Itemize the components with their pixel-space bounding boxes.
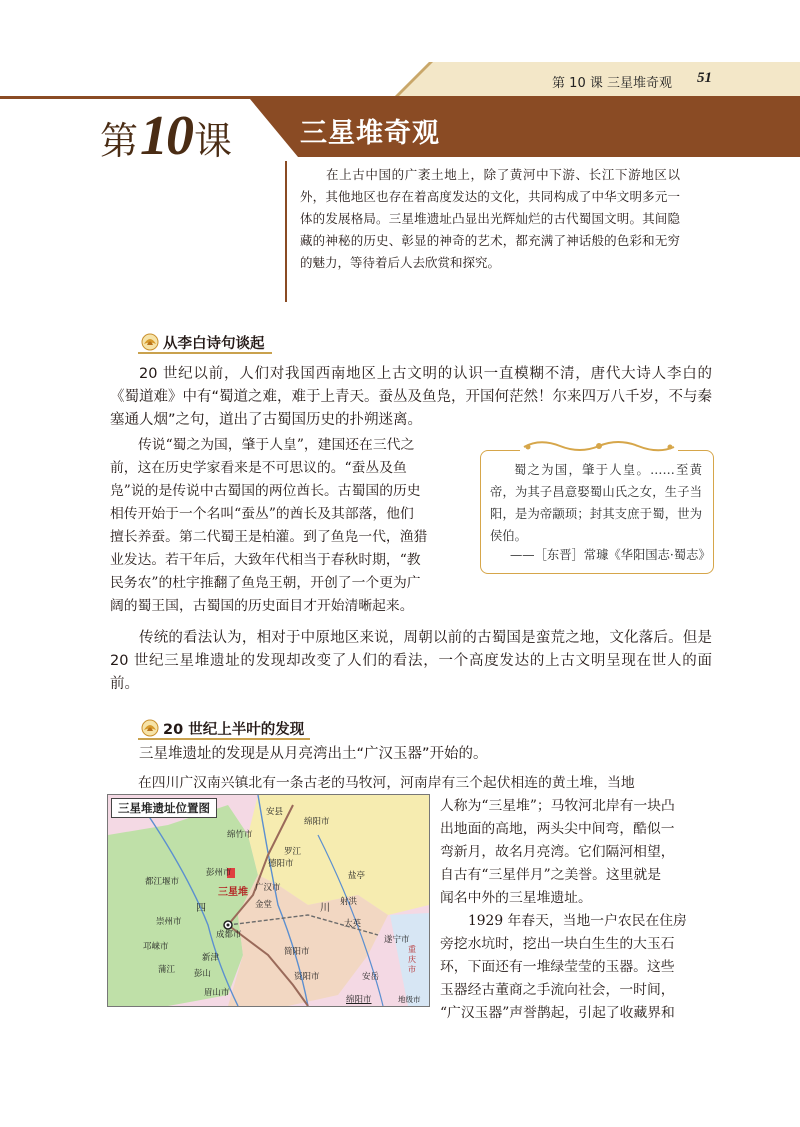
map-label: 彭山: [194, 969, 212, 979]
map-label: 新津: [202, 953, 220, 963]
map-label: 彭州市: [206, 868, 232, 878]
text-line: 环，下面还有一堆绿莹莹的玉器。这些: [440, 959, 675, 975]
map-label: 简阳市: [284, 947, 310, 957]
map-label: 重庆市: [408, 945, 416, 974]
map-label: 邛崃市: [143, 942, 169, 952]
map-legend-city: 绵阳市: [346, 995, 372, 1005]
intro-rule: [285, 161, 287, 302]
map-label: 都江堰市: [145, 877, 180, 887]
paragraph-libai-2: [110, 434, 472, 618]
text-line: “广汉玉器”声誉鹊起，引起了收藏界和: [440, 1005, 675, 1021]
section-lotus-icon: [140, 331, 160, 351]
section-heading-discovery: 20 世纪上半叶的发现: [163, 722, 305, 738]
text-line: 相传开始于一个名叫“蚕丛”的酋长及其部落，他们: [110, 506, 414, 522]
map-label: 成都市: [216, 930, 242, 940]
quote-source: ——［东晋］常璩《华阳国志·蜀志》: [510, 548, 711, 562]
section-underline: [138, 738, 310, 740]
paragraph-discovery-1: 三星堆遗址的发现是从月亮湾出土“广汉玉器”开始的。: [139, 746, 488, 762]
section-lotus-icon: [140, 717, 160, 737]
text-line: 传说“蜀之为国，肇于人皇”，建国还在三代之: [138, 437, 415, 453]
map-label: 绵阳市: [304, 817, 330, 827]
text-line: 民务农”的杜宇推翻了鱼凫王朝，开创了一个更为广: [110, 575, 421, 591]
text-line: 凫”说的是传说中古蜀国的两位酋长。古蜀国的历史: [110, 483, 421, 499]
intro-paragraph: 在上古中国的广袤土地上，除了黄河中下游、长江下游地区以外，其他地区也存在着高度发达的文化，共同构成了中华文明多元一体的发展格局。三星堆遗址凸显出光辉灿烂的古代蜀国文明。其间隐藏的神秘的历史、彰显的神奇的艺术，都充满了神话般的色彩和无穷的魅力，等待着后人去欣赏和探究。: [300, 167, 680, 270]
lesson-number-digits: 10: [140, 105, 193, 167]
text-line: 自古有“三星伴月”之美誉。这里就是: [440, 867, 662, 883]
map-label: 射洪: [340, 897, 358, 907]
map-label: 金堂: [255, 900, 273, 910]
map-label: 蒲江: [158, 965, 176, 975]
map-label: 眉山市: [204, 988, 230, 998]
text-line: 玉器经古董商之手流向社会，一时间，: [440, 982, 675, 998]
map-label: 德阳市: [268, 859, 294, 869]
text-line: 弯新月，故名月亮湾。它们隔河相望，: [440, 844, 675, 860]
paragraph-libai-3: 传统的看法认为，相对于中原地区来说，周朝以前的古蜀国是蛮荒之地，文化落后。但是 20 世纪三星堆遗址的发现却改变了人们的看法，一个高度发达的上古文明呈现在世人的面前。: [110, 630, 712, 692]
map-label: 安县: [266, 807, 284, 817]
running-title: 第 10 课 三星堆奇观: [552, 76, 672, 91]
lesson-suffix: 课: [194, 119, 233, 163]
map-label: 崇州市: [156, 917, 182, 927]
map-label: 广汉市: [255, 883, 281, 893]
text-line: 出地面的高地，两头尖中间弯，酷似一: [440, 821, 675, 837]
text-line: 阔的蜀王国，古蜀国的历史面目才开始清晰起来。: [110, 598, 414, 614]
text-line: 1929 年春天，当地一户农民在住房: [468, 913, 687, 929]
map-label: 遂宁市: [384, 935, 410, 945]
page-number: 51: [697, 70, 712, 86]
section-heading-libai: 从李白诗句谈起: [163, 336, 265, 352]
map-label: 安岳: [362, 972, 380, 982]
map-label: 罗江: [284, 847, 302, 857]
map-label: 大英: [344, 919, 362, 929]
lesson-prefix: 第: [100, 119, 139, 163]
map-legend-type: 地级市: [398, 995, 421, 1004]
quote-text: 蜀之为国，肇于人皇。……至黄帝，为其子昌意娶蜀山氏之女，生子当阳，是为帝颛顼；封其支庶于蜀，世为侯伯。: [490, 463, 702, 543]
map-label: 盐亭: [348, 871, 366, 881]
paragraph-discovery-2-cont: [440, 795, 712, 910]
section-underline: [138, 352, 272, 354]
text-line: 旁挖水坑时，挖出一块白生生的大玉石: [440, 936, 675, 952]
text-line: 前，这在历史学家看来是不可思议的。“蚕丛及鱼: [110, 460, 407, 476]
map-label: 四: [196, 903, 206, 914]
sanxingdui-location-map: [107, 794, 430, 1007]
lesson-title: 三星堆奇观: [300, 118, 440, 149]
text-line: 业发达。若干年后，大致年代相当于春秋时期，“教: [110, 552, 421, 568]
map-label: 川: [320, 903, 330, 914]
text-line: 人称为“三星堆”；马牧河北岸有一块凸: [440, 798, 675, 814]
text-line: 擅长养蚕。第二代蜀王是柏灌。到了鱼凫一代，渔猎: [110, 529, 428, 545]
map-label: 绵竹市: [227, 830, 253, 840]
map-label: 资阳市: [294, 972, 320, 982]
paragraph-discovery-3: [440, 910, 712, 1025]
quote-ornament-icon: [520, 436, 678, 456]
map-label-sanxingdui: 三星堆: [218, 887, 248, 898]
text-line: 闻名中外的三星堆遗址。: [440, 890, 592, 906]
paragraph-libai-1: 20 世纪以前，人们对我国西南地区上古文明的认识一直模糊不清，唐代大诗人李白的《蜀道难》中有“蜀道之难，难于上青天。蚕丛及鱼凫，开国何茫然！尔来四万八千岁，不与秦塞通人烟”之句，道出了古蜀国历史的扑朔迷离。: [110, 366, 713, 428]
map-title: 三星堆遗址位置图: [111, 798, 217, 818]
lesson-number: [100, 104, 232, 174]
paragraph-discovery-2-first: 在四川广汉南兴镇北有一条古老的马牧河，河南岸有三个起伏相连的黄土堆，当地: [138, 775, 635, 791]
